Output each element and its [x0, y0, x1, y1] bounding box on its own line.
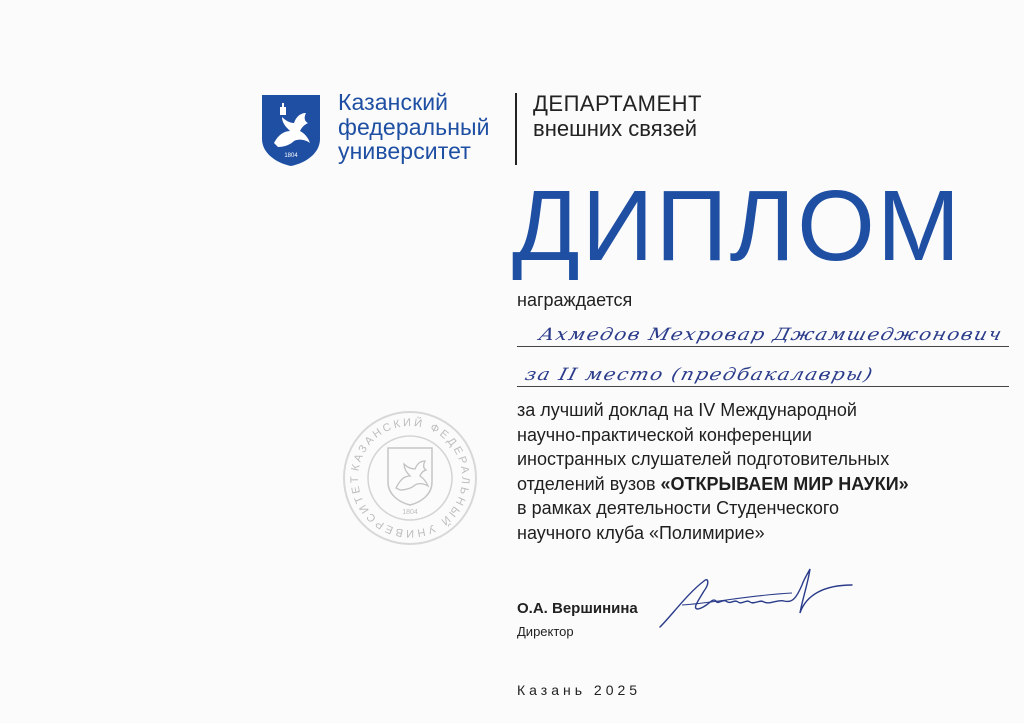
- university-name-line: Казанский: [338, 89, 449, 115]
- university-name-line: федеральный: [338, 113, 490, 140]
- award-description: [517, 398, 909, 545]
- department-title: ДЕПАРТАМЕНТ: [533, 91, 702, 116]
- awarded-label: награждается: [517, 290, 633, 310]
- conference-name: «ОТКРЫВАЕМ МИР НАУКИ»: [660, 473, 909, 494]
- university-name-line: университет: [338, 138, 471, 164]
- university-stamp-seal: [340, 408, 480, 548]
- university-name: [338, 90, 490, 164]
- signatory-role: Директор: [517, 624, 574, 639]
- description-line: в рамках деятельности Студенческого: [517, 498, 840, 518]
- description-line: научно-практической конференции: [517, 424, 812, 445]
- logo-year: 1804: [284, 153, 298, 159]
- seal-year: 1804: [402, 509, 418, 516]
- city-year: Казань 2025: [517, 682, 642, 698]
- diploma-title: ДИПЛОМ: [512, 170, 963, 282]
- description-line-prefix: отделений вузов: [517, 473, 661, 494]
- department-name: [533, 91, 702, 141]
- place-line: [517, 360, 1009, 387]
- handwritten-signature: [652, 565, 862, 637]
- kfu-shield-logo-icon: [260, 93, 322, 167]
- description-line: за лучший доклад на IV Международной: [517, 400, 857, 420]
- recipient-line: [517, 320, 1009, 347]
- recipient-name-handwritten: Ахмедов Мехровар Джамшеджонович: [537, 323, 1006, 344]
- description-line: иностранных слушателей подготовительных: [517, 449, 890, 469]
- description-line: [517, 472, 909, 497]
- place-handwritten: за II место (предбакалавры): [523, 363, 877, 384]
- signatory-name: О.А. Вершинина: [517, 600, 638, 617]
- description-line: научного клуба «Полимирие»: [517, 522, 765, 543]
- header-divider: [515, 93, 517, 165]
- seal-text: КАЗАНСКИЙ ФЕДЕРАЛЬНЫЙ УНИВЕРСИТЕТ: [348, 416, 472, 540]
- department-subtitle: внешних связей: [533, 116, 697, 141]
